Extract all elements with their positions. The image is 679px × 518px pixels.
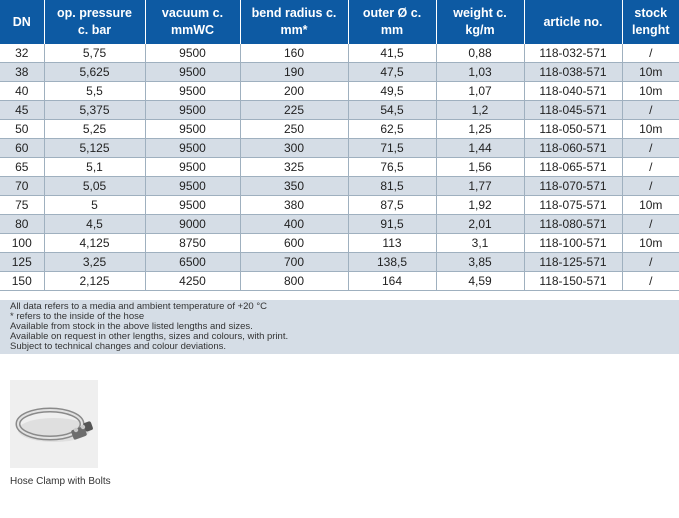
table-cell: 9500 (145, 158, 240, 177)
column-header (44, 0, 145, 44)
table-cell: 2,125 (44, 272, 145, 291)
table-body (0, 44, 679, 291)
table-cell: 164 (348, 272, 436, 291)
column-header-line: weight c. (453, 6, 507, 20)
table-cell: 118-075-571 (524, 196, 622, 215)
note-line: Available on request in other lengths, sizes and colours, with print. (10, 331, 289, 342)
table-row (0, 253, 679, 272)
table-cell: 225 (240, 101, 348, 120)
table-cell: 38 (0, 63, 44, 82)
table-row (0, 44, 679, 63)
table-cell: 350 (240, 177, 348, 196)
table-cell: 5,125 (44, 139, 145, 158)
table-cell: 100 (0, 234, 44, 253)
column-header-line: bend radius c. (251, 6, 337, 20)
table-cell: 5 (44, 196, 145, 215)
column-header (0, 0, 44, 44)
table-cell: 300 (240, 139, 348, 158)
table-cell: 1,03 (436, 63, 524, 82)
table-cell: 41,5 (348, 44, 436, 63)
table-row (0, 215, 679, 234)
table-cell: 10m (622, 120, 679, 139)
table-cell: 600 (240, 234, 348, 253)
table-cell: 3,25 (44, 253, 145, 272)
column-header-line: lenght (632, 23, 670, 37)
table-cell: 1,07 (436, 82, 524, 101)
column-header-line: DN (12, 14, 31, 29)
table-cell: 47,5 (348, 63, 436, 82)
column-header-line: kg/m (465, 23, 495, 37)
table-row (0, 196, 679, 215)
table-cell: 3,1 (436, 234, 524, 253)
table-cell: 125 (0, 253, 44, 272)
note-line: Available from stock in the above listed lengths and sizes. (10, 321, 253, 332)
table-cell: / (622, 215, 679, 234)
note-line: * refers to the inside of the hose (10, 311, 145, 322)
table-cell: 700 (240, 253, 348, 272)
table-cell: 9500 (145, 139, 240, 158)
notes-box (0, 300, 679, 354)
table-cell: 118-080-571 (524, 215, 622, 234)
table-cell: 10m (622, 82, 679, 101)
column-header-line: mm* (280, 23, 308, 37)
table-cell: / (622, 44, 679, 63)
table-cell: / (622, 139, 679, 158)
table-cell: 9500 (145, 120, 240, 139)
table-cell: 118-070-571 (524, 177, 622, 196)
table-row (0, 101, 679, 120)
table-cell: 118-040-571 (524, 82, 622, 101)
table-cell: 62,5 (348, 120, 436, 139)
table-cell: 1,2 (436, 101, 524, 120)
column-header-line: mmWC (170, 23, 215, 37)
table-cell: 80 (0, 215, 44, 234)
table-cell: 65 (0, 158, 44, 177)
table-cell: / (622, 101, 679, 120)
column-header-line: c. bar (77, 23, 112, 37)
table-cell: 190 (240, 63, 348, 82)
table-cell: 0,88 (436, 44, 524, 63)
table-cell: 71,5 (348, 139, 436, 158)
table-cell: 1,92 (436, 196, 524, 215)
table-cell: / (622, 272, 679, 291)
table-cell: 400 (240, 215, 348, 234)
column-header-line: stock (634, 6, 668, 20)
table-cell: / (622, 158, 679, 177)
table-row (0, 139, 679, 158)
table-cell: 250 (240, 120, 348, 139)
table-cell: 200 (240, 82, 348, 101)
table-cell: 5,5 (44, 82, 145, 101)
table-cell: 60 (0, 139, 44, 158)
table-cell: 4250 (145, 272, 240, 291)
table-row (0, 82, 679, 101)
table-row (0, 158, 679, 177)
table-cell: 49,5 (348, 82, 436, 101)
note-line: All data refers to a media and ambient temperature of +20 °C (10, 301, 268, 312)
table-cell: 9000 (145, 215, 240, 234)
column-header-line: op. pressure (56, 6, 133, 20)
table-cell: 9500 (145, 82, 240, 101)
table-cell: 4,59 (436, 272, 524, 291)
table-cell: 91,5 (348, 215, 436, 234)
table-cell: 380 (240, 196, 348, 215)
table-cell: 4,5 (44, 215, 145, 234)
table-cell: 9500 (145, 63, 240, 82)
table-row (0, 120, 679, 139)
table-cell: 50 (0, 120, 44, 139)
table-cell: 5,1 (44, 158, 145, 177)
column-header (348, 0, 436, 44)
table-cell: 118-065-571 (524, 158, 622, 177)
table-header (0, 0, 679, 44)
table-cell: 118-050-571 (524, 120, 622, 139)
column-header (436, 0, 524, 44)
table-cell: 113 (348, 234, 436, 253)
table-cell: 118-032-571 (524, 44, 622, 63)
table-cell: 9500 (145, 101, 240, 120)
table-cell: 800 (240, 272, 348, 291)
table-cell: 5,625 (44, 63, 145, 82)
table-cell: 87,5 (348, 196, 436, 215)
table-cell: 45 (0, 101, 44, 120)
table-cell: 5,375 (44, 101, 145, 120)
note-line: Subject to technical changes and colour deviations. (10, 341, 226, 352)
header-row (0, 0, 679, 44)
table-cell: 3,85 (436, 253, 524, 272)
table-cell: 10m (622, 196, 679, 215)
table-cell: 81,5 (348, 177, 436, 196)
table-cell: 118-045-571 (524, 101, 622, 120)
table-cell: 2,01 (436, 215, 524, 234)
table-cell: 9500 (145, 177, 240, 196)
table-cell: 118-125-571 (524, 253, 622, 272)
table-cell: 1,44 (436, 139, 524, 158)
column-header-line: outer Ø c. (362, 6, 422, 20)
column-header (524, 0, 622, 44)
table-cell: 70 (0, 177, 44, 196)
table-cell: 150 (0, 272, 44, 291)
table-cell: 10m (622, 63, 679, 82)
table-cell: 4,125 (44, 234, 145, 253)
table-cell: 32 (0, 44, 44, 63)
table-cell: 325 (240, 158, 348, 177)
table-cell: 160 (240, 44, 348, 63)
table-cell: 118-038-571 (524, 63, 622, 82)
table-cell: 9500 (145, 44, 240, 63)
table-cell: 54,5 (348, 101, 436, 120)
table-cell: 9500 (145, 196, 240, 215)
table-cell: 40 (0, 82, 44, 101)
table-row (0, 272, 679, 291)
table-cell: 75 (0, 196, 44, 215)
product-caption: Hose Clamp with Bolts (10, 476, 111, 487)
table-cell: 1,56 (436, 158, 524, 177)
table-cell: / (622, 253, 679, 272)
table-row (0, 63, 679, 82)
table-cell: 76,5 (348, 158, 436, 177)
table-cell: / (622, 177, 679, 196)
column-header-line: article no. (543, 14, 603, 29)
column-header-line: mm (380, 23, 404, 37)
table-cell: 118-100-571 (524, 234, 622, 253)
column-header (145, 0, 240, 44)
table-cell: 6500 (145, 253, 240, 272)
column-header (240, 0, 348, 44)
table-cell: 5,25 (44, 120, 145, 139)
table-cell: 118-060-571 (524, 139, 622, 158)
table-row (0, 234, 679, 253)
table-cell: 5,75 (44, 44, 145, 63)
table-row (0, 177, 679, 196)
table-cell: 118-150-571 (524, 272, 622, 291)
column-header (622, 0, 679, 44)
table-cell: 138,5 (348, 253, 436, 272)
hose-clamp-image (10, 380, 98, 468)
table-cell: 1,77 (436, 177, 524, 196)
table-cell: 5,05 (44, 177, 145, 196)
table-cell: 10m (622, 234, 679, 253)
table-cell: 1,25 (436, 120, 524, 139)
product-image (10, 380, 98, 468)
column-header-line: vacuum c. (161, 6, 224, 20)
table-cell: 8750 (145, 234, 240, 253)
